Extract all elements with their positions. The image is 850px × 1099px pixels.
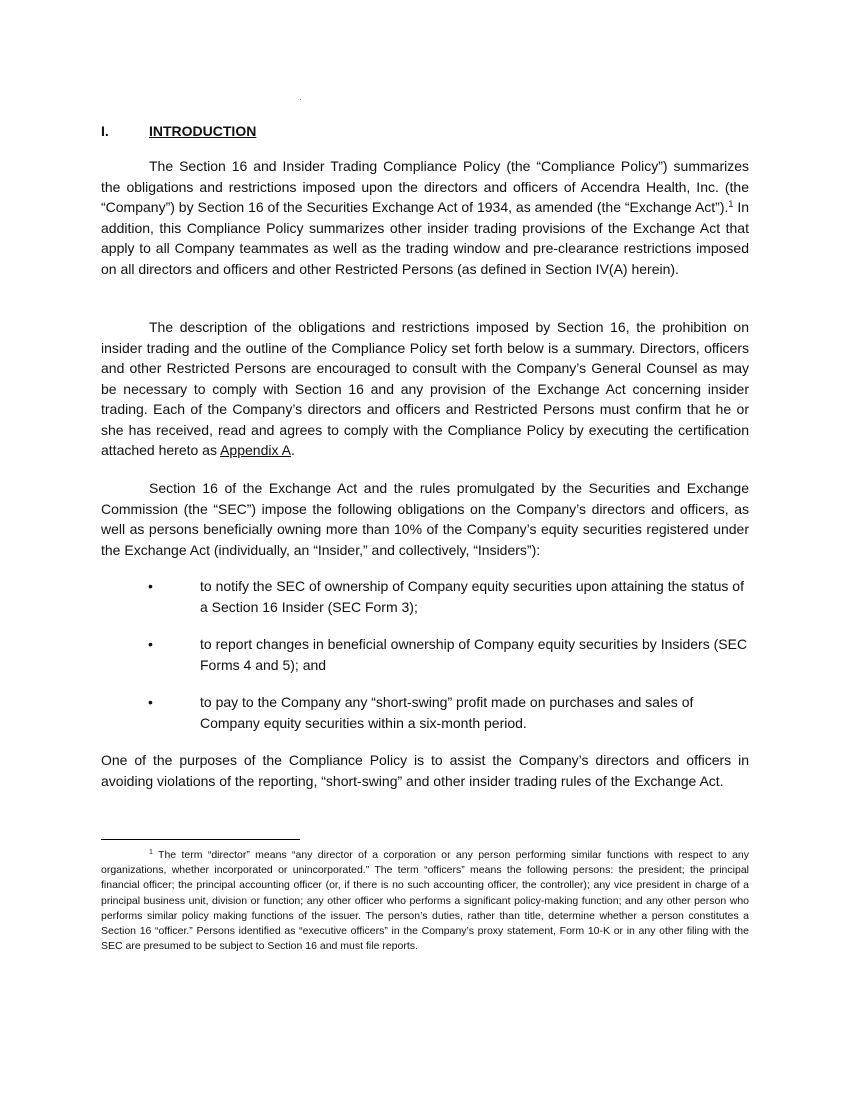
bullet-icon: • <box>148 694 153 710</box>
footnote-text: The term “director” means “any director of a corporation or any person performing similar functions with respect to any organizations, whether incorporated or unincorporated.” The term “officers” means the following persons: the president; the principal financial officer; the principal accounting officer (or, if there is no such accounting officer, the controller); any vice president in charge of a principal business unit, division or function; any other officer who performs a significant policy-making function; and any other person who performs similar policy making functions of the issuer. The person’s duties, rather than title, determine whether a person constitutes a Section 16 “officer.” Persons identified as “executive officers” in the Company’s proxy statement, Form 10-K or in any other filing with the SEC are presumed to be subject to Section 16 and must file reports. <box>101 849 749 953</box>
intro-paragraph-3: Section 16 of the Exchange Act and the rules promulgated by the Securities and Exchange Commission (the “SEC”) impose the following obligations on the Company’s directors and officers, as well as persons beneficially owning more than 10% of the Company’s equity securities registered under the Exchange Act (individually, an “Insider,” and collectively, “Insiders”): <box>101 480 749 558</box>
intro-paragraph-1 <box>101 156 749 279</box>
list-item <box>101 634 749 675</box>
section-number: I. <box>101 123 109 139</box>
list-item-text: to pay to the Company any “short-swing” profit made on purchases and sales of Company equity securities within a six-month period. <box>200 694 694 731</box>
section-title: INTRODUCTION <box>149 123 257 139</box>
list-item <box>101 692 749 733</box>
intro-paragraph-1-text: The Section 16 and Insider Trading Compliance Policy (the “Compliance Policy”) summarizes the obligations and restrictions imposed upon the directors and officers of Accendra Health, Inc. (the “Company”) by Section 16 of the Securities Exchange Act of 1934, as amended (the “Exchange Act”). <box>101 158 749 215</box>
list-item <box>101 576 749 617</box>
footnote-separator <box>101 839 300 840</box>
obligations-list <box>101 576 749 750</box>
footnote-reference[interactable]: 1 <box>728 199 734 209</box>
footnote <box>101 848 749 954</box>
scan-speck <box>300 99 301 100</box>
intro-paragraph-2-end: . <box>290 442 295 458</box>
bullet-icon: • <box>148 636 153 652</box>
section-heading <box>101 121 256 142</box>
list-item-text: to notify the SEC of ownership of Company equity securities upon attaining the status of a Section 16 Insider (SEC Form 3); <box>200 578 744 615</box>
footnote-marker: 1 <box>149 849 153 856</box>
intro-paragraph-2 <box>101 317 749 461</box>
list-item-text: to report changes in beneficial ownership of Company equity securities by Insiders (SEC Forms 4 and 5); and <box>200 636 748 673</box>
appendix-a-link[interactable]: Appendix A <box>220 442 291 458</box>
bullet-icon: • <box>148 578 153 594</box>
intro-paragraph-1-continued: In addition, this Compliance Policy summarizes other insider trading provisions of the Exchange Act that apply to all Company teammates as well as the trading window and pre-clearance restrictions imposed on all directors and officers and other Restricted Persons (as defined in Section IV(A) herein). <box>101 199 749 277</box>
intro-paragraph-4: One of the purposes of the Compliance Policy is to assist the Company’s directors and officers in avoiding violations of the reporting, “short-swing” and other insider trading rules of the Exchange Act. <box>101 752 749 789</box>
intro-paragraph-2-text: The description of the obligations and restrictions imposed by Section 16, the prohibition on insider trading and the outline of the Compliance Policy set forth below is a summary. Directors, officers and other Restricted Persons are encouraged to consult with the Company’s General Counsel as may be necessary to comply with Section 16 and any provision of the Exchange Act concerning insider trading. Each of the Company’s directors and officers and Restricted Persons must confirm that he or she has received, read and agrees to comply with the Compliance Policy by executing the certification attached hereto as <box>101 319 749 458</box>
